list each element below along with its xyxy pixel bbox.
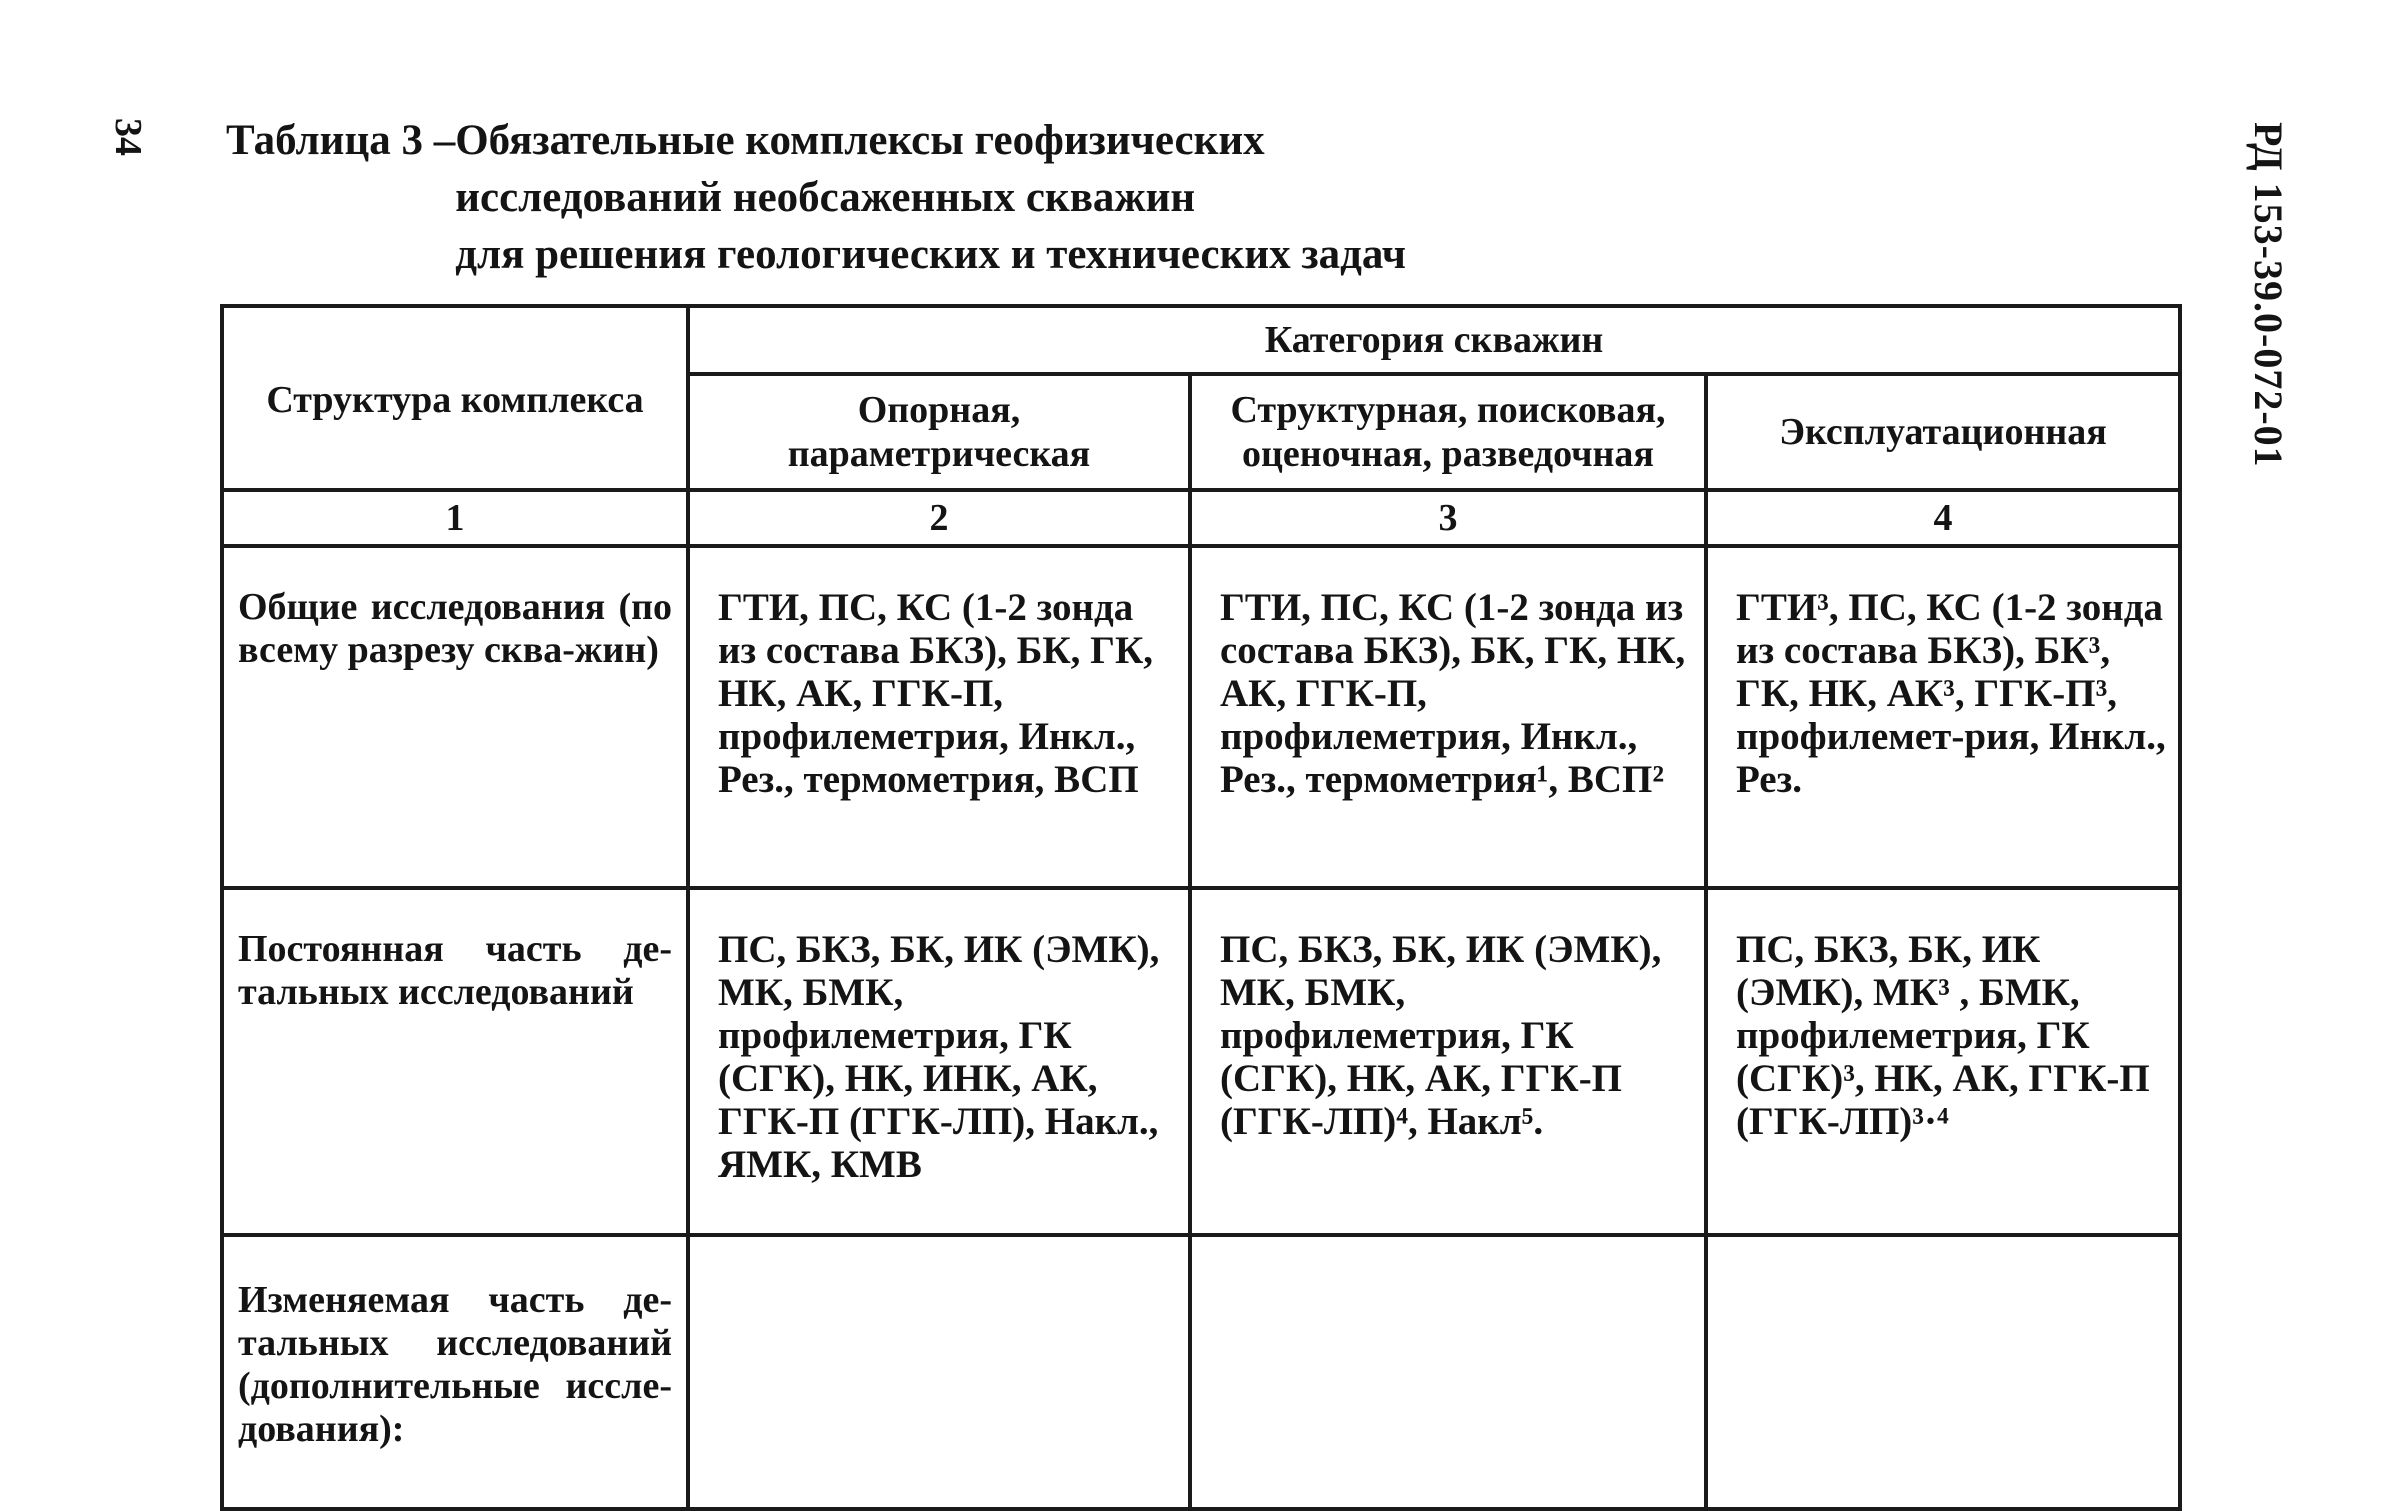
header-text-line: Структурная, поисковая, <box>1230 389 1666 431</box>
table-cell: ГТИ, ПС, КС (1-2 зонда из состава БКЗ), БК, ГК, НК, АК, ГГК-П, профилеметрия, Инкл., Рез., термометрия¹, ВСП² <box>1190 546 1706 888</box>
header-category-exploration <box>1190 374 1706 490</box>
table-row <box>222 1235 2180 1509</box>
table-row <box>222 888 2180 1235</box>
row-label: Общие исследования (по всему разрезу сква-жин) <box>222 546 688 888</box>
table-title-line: исследований необсаженных скважин <box>455 174 1196 221</box>
geophysics-table <box>220 304 2182 1511</box>
table-title-caption <box>455 112 1406 283</box>
header-structure: Структура комплекса <box>222 306 688 490</box>
header-text-line: Опорная, <box>857 389 1021 431</box>
column-number: 4 <box>1706 490 2180 546</box>
header-category-production: Эксплуатационная <box>1706 374 2180 490</box>
table-cell <box>688 1235 1190 1509</box>
table-cell: ПС, БКЗ, БК, ИК (ЭМК), МК, БМК, профилеметрия, ГК (СГК), НК, ИНК, АК, ГГК-П (ГГК-ЛП), Накл., ЯМК, КМВ <box>688 888 1190 1235</box>
header-row <box>222 306 2180 374</box>
column-number-row <box>222 490 2180 546</box>
row-label: Постоянная часть де-тальных исследований <box>222 888 688 1235</box>
table-title-line: для решения геологических и технических задач <box>455 231 1406 278</box>
page-number: 34 <box>107 118 149 156</box>
table-cell: ГТИ, ПС, КС (1-2 зонда из состава БКЗ), БК, ГК, НК, АК, ГГК-П, профилеметрия, Инкл., Рез., термометрия, ВСП <box>688 546 1190 888</box>
header-category: Категория скважин <box>688 306 2180 374</box>
table-cell <box>1706 1235 2180 1509</box>
column-number: 3 <box>1190 490 1706 546</box>
header-category-reference <box>688 374 1190 490</box>
column-number: 1 <box>222 490 688 546</box>
column-number: 2 <box>688 490 1190 546</box>
table-cell: ПС, БКЗ, БК, ИК (ЭМК), МК, БМК, профилеметрия, ГК (СГК), НК, АК, ГГК-П (ГГК-ЛП)⁴, Накл⁵. <box>1190 888 1706 1235</box>
table-row <box>222 546 2180 888</box>
table-cell: ПС, БКЗ, БК, ИК (ЭМК), МК³ , БМК, профилеметрия, ГК (СГК)³, НК, АК, ГГК-П (ГГК-ЛП)³·⁴ <box>1706 888 2180 1235</box>
header-text-line: оценочная, разведочная <box>1242 433 1654 475</box>
table-title-label: Таблица 3 – <box>226 117 456 164</box>
table-title <box>226 112 1406 283</box>
row-label: Изменяемая часть де-тальных исследований (дополнительные иссле-дования): <box>222 1235 688 1509</box>
header-text-line: параметрическая <box>787 433 1091 475</box>
table-cell: ГТИ³, ПС, КС (1-2 зонда из состава БКЗ), БК³, ГК, НК, АК³, ГГК-П³, профилемет-рия, Инкл., Рез. <box>1706 546 2180 888</box>
table-title-line: Обязательные комплексы геофизических <box>455 117 1265 164</box>
document-code: РД 153-39.0-072-01 <box>2246 122 2291 468</box>
table-cell <box>1190 1235 1706 1509</box>
